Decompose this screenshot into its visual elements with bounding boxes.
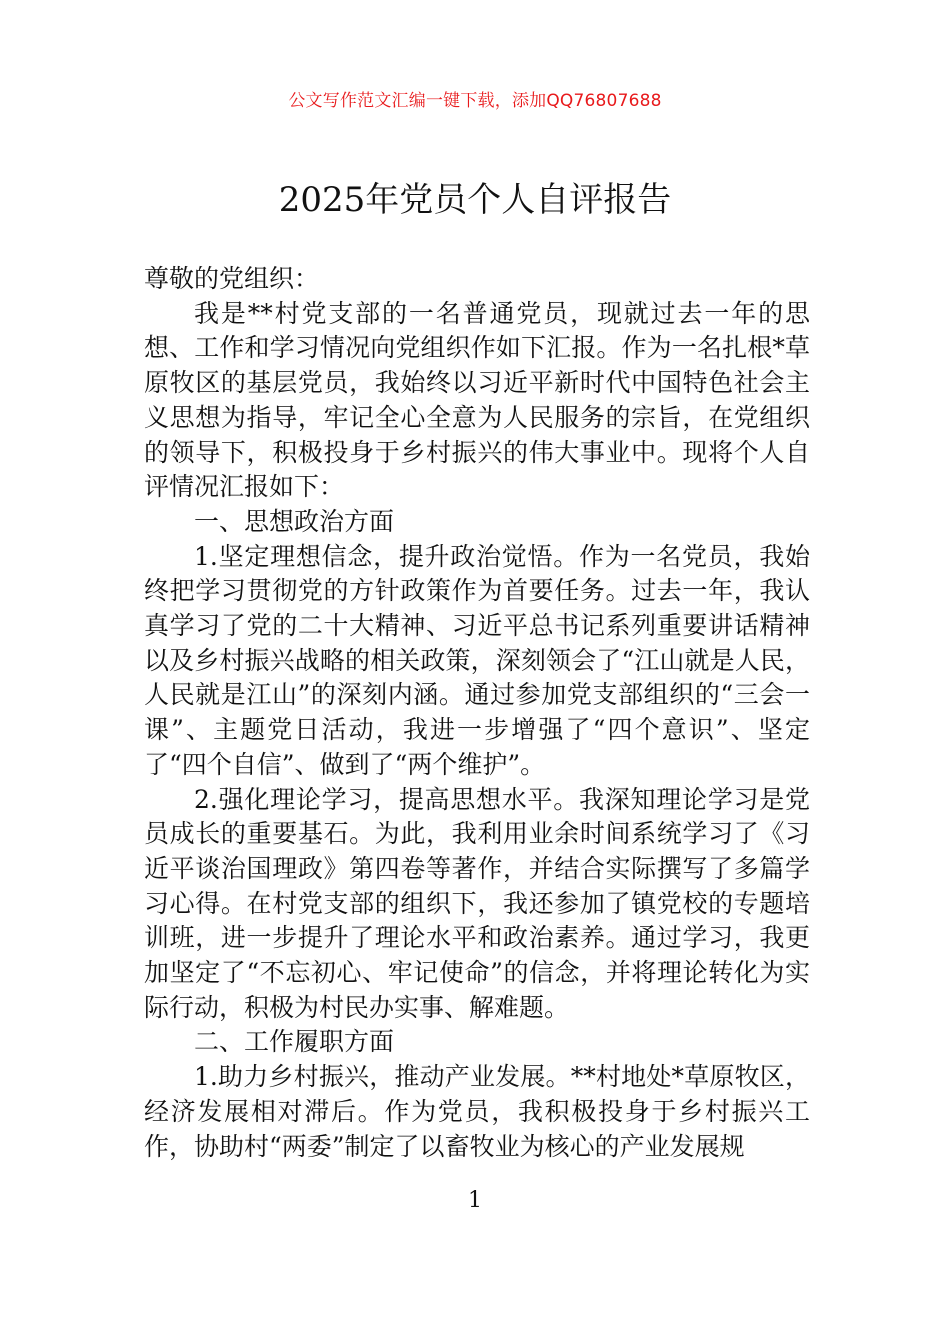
paragraph-rural-revitalization: 1.助力乡村振兴，推动产业发展。**村地处*草原牧区，经济发展相对滞后。作为党员，我积极投身于乡村振兴工作，协助村“两委”制定了以畜牧业为核心的产业发展规	[144, 1062, 810, 1161]
paragraph-theory-study: 2.强化理论学习，提高思想水平。我深知理论学习是党员成长的重要基石。为此，我利用业余时间系统学习了《习近平谈治国理政》第四卷等著作，并结合实际撰写了多篇学习心得。在村党支部的组织下，我还参加了镇党校的专题培训班，进一步提升了理论水平和政治素养。通过学习，我更加坚定了“不忘初心、牢记使命”的信念，并将理论转化为实际行动，积极为村民办实事、解难题。	[144, 784, 810, 1022]
paragraph-ideals: 1.坚定理想信念，提升政治觉悟。作为一名党员，我始终把学习贯彻党的方针政策作为首要任务。过去一年，我认真学习了党的二十大精神、习近平总书记系列重要讲话精神以及乡村振兴战略的相关政策，深刻领会了“江山就是人民，人民就是江山”的深刻内涵。通过参加党支部组织的“三会一课”、主题党日活动，我进一步增强了“四个意识”、坚定了“四个自信”、做到了“两个维护”。	[144, 541, 810, 779]
page-number: 1	[468, 1188, 482, 1213]
paragraph-intro: 我是**村党支部的一名普通党员，现就过去一年的思想、工作和学习情况向党组织作如下汇报。作为一名扎根*草原牧区的基层党员，我始终以习近平新时代中国特色社会主义思想为指导，牢记全心全意为人民服务的宗旨，在党组织的领导下，积极投身于乡村振兴的伟大事业中。现将个人自评情况汇报如下：	[144, 298, 810, 502]
section-heading-ideology: 一、思想政治方面	[194, 506, 395, 536]
watermark-text: 公文写作范文汇编一键下载，添加QQ76807688	[288, 91, 662, 111]
document-body	[144, 262, 810, 1164]
section-heading-work: 二、工作履职方面	[194, 1027, 395, 1057]
document-title: 2025年党员个人自评报告	[278, 180, 672, 220]
salutation: 尊敬的党组织：	[144, 264, 320, 293]
